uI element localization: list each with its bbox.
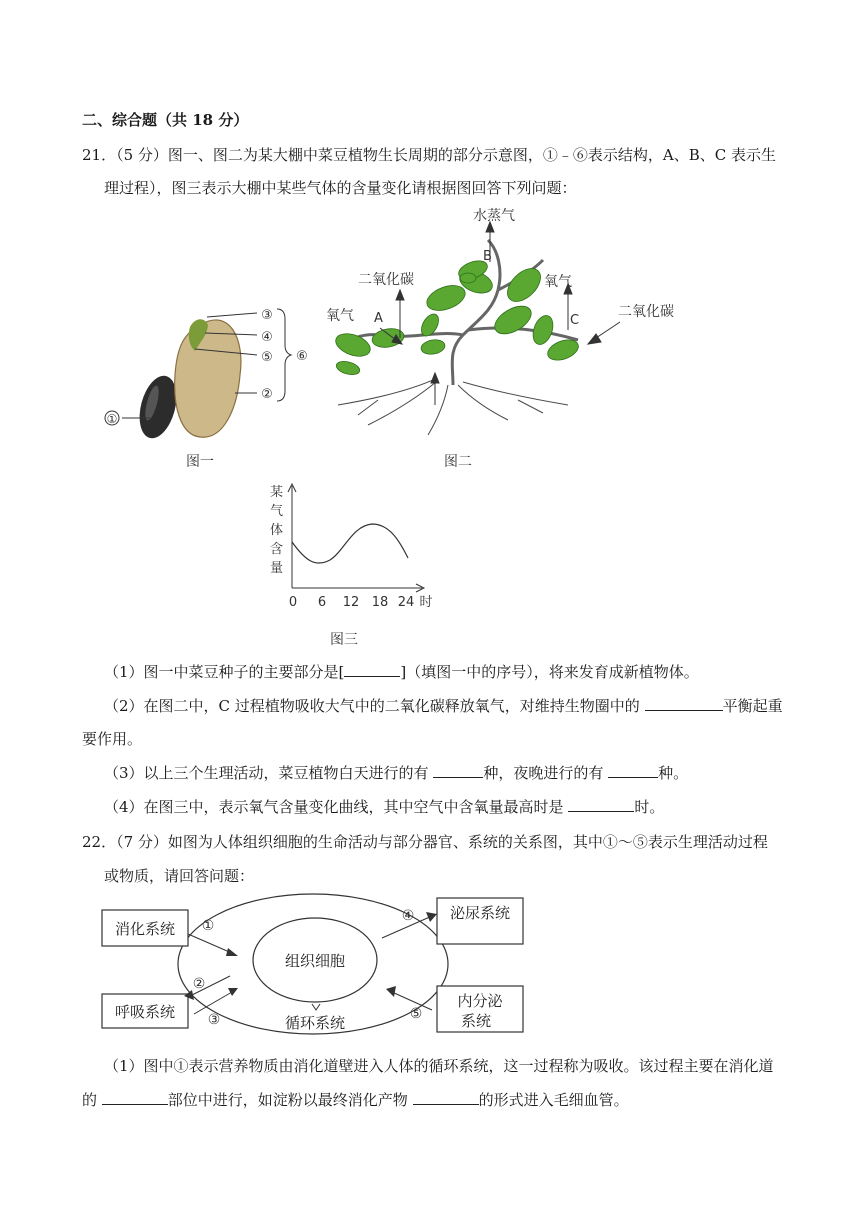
q21-part3: （3）以上三个生理活动，菜豆植物白天进行的有 种，夜晚进行的有 种。 [104,764,689,782]
answer-blank-1[interactable] [344,662,400,677]
respiratory-label: 呼吸系统 [114,1003,176,1021]
label-4: ④ [261,330,273,345]
y-axis-label [270,485,283,576]
digestive-label: 消化系统 [114,920,176,938]
q21-part2: （2）在图二中，C 过程植物吸收大气中的二氧化碳释放氧气，对维持生物圈中的 平衡起重 [104,697,783,715]
section-title: 二、综合题（共 18 分） [82,111,249,129]
answer-blank-2[interactable] [645,696,723,711]
cells-label: 组织细胞 [284,952,346,970]
x-ticks [289,595,433,610]
q22-diagram [98,892,538,1042]
figure-1-bean-seed [95,305,335,475]
marker-4: ④ [401,908,415,924]
circulatory-label: 循环系统 [284,1014,346,1032]
process-arrows [380,222,620,405]
label-co2-top: 二氧化碳 [358,272,414,288]
label-B: B [483,249,492,264]
svg-text:24: 24 [397,595,415,610]
label-water-vapor: 水蒸气 [473,208,515,224]
label-1: ① [106,412,118,426]
answer-blank-6[interactable] [102,1090,168,1105]
svg-text:6: 6 [317,595,327,610]
marker-5: ⑤ [409,1006,423,1022]
label-5: ⑤ [261,350,273,365]
urinary-label: 泌尿系统 [449,904,511,922]
svg-text:含: 含 [270,542,284,557]
figure-3-gas-chart [260,480,450,615]
label-3: ③ [261,308,273,323]
endocrine-label-1: 内分泌 [457,992,503,1010]
roots [338,380,568,435]
figure-1-caption: 图一 [186,454,214,470]
figure-3-caption: 图三 [330,632,358,648]
q21-part2-cont: 要作用。 [82,730,143,748]
svg-text:体: 体 [270,523,284,538]
x-unit: 时 [419,595,433,610]
answer-blank-4[interactable] [608,763,658,778]
svg-text:12: 12 [342,595,360,610]
label-C: C [570,313,580,328]
figure-2-plant [318,200,678,450]
svg-text:0: 0 [288,595,298,610]
answer-blank-7[interactable] [413,1090,479,1105]
endocrine-label-2: 系统 [460,1012,492,1030]
q22-stem-line1: 22．（7 分）如图为人体组织细胞的生命活动与部分器官、系统的关系图，其中①～⑤表示生理活动过程 [82,833,768,851]
q22-part1: （1）图中①表示营养物质由消化道壁进入人体的循环系统，这一过程称为吸收。该过程主要在消化道 [104,1057,774,1075]
q21-stem-line2: 理过程），图三表示大棚中某些气体的含量变化请根据图回答下列问题： [104,179,577,197]
answer-blank-5[interactable] [568,797,634,812]
marker-3: ③ [207,1012,221,1028]
gas-curve [292,524,408,563]
marker-2: ② [192,976,206,992]
marker-1: ① [201,918,215,934]
svg-text:18: 18 [371,595,389,610]
label-6: ⑥ [296,349,308,364]
cotyledon-shape [175,320,241,437]
answer-blank-3[interactable] [433,763,483,778]
q22-part1-cont: 的 部位中进行，如淀粉以最终消化产物 的形式进入毛细血管。 [82,1091,629,1109]
label-A: A [374,311,383,326]
label-2: ② [261,387,273,402]
svg-text:气: 气 [270,504,284,519]
q21-part1: （1）图一中菜豆种子的主要部分是[ ]（填图一中的序号），将来发育成新植物体。 [104,663,699,681]
svg-text:某: 某 [270,485,284,500]
q21-part4: （4）在图三中，表示氧气含量变化曲线，其中空气中含氧量最高时是 时。 [104,798,665,816]
q21-stem-line1: 21．（5 分）图一、图二为某大棚中菜豆植物生长周期的部分示意图，①﹣⑥表示结构，A、B、C 表示生 [82,146,777,164]
label-co2-right: 二氧化碳 [618,304,674,320]
q22-stem-line2: 或物质，请回答问题： [104,867,255,885]
label-oxygen-left: 氧气 [326,308,354,324]
svg-text:量: 量 [270,561,284,576]
figure-2-caption: 图二 [444,454,472,470]
label-oxygen-right: 氧气 [544,274,572,290]
